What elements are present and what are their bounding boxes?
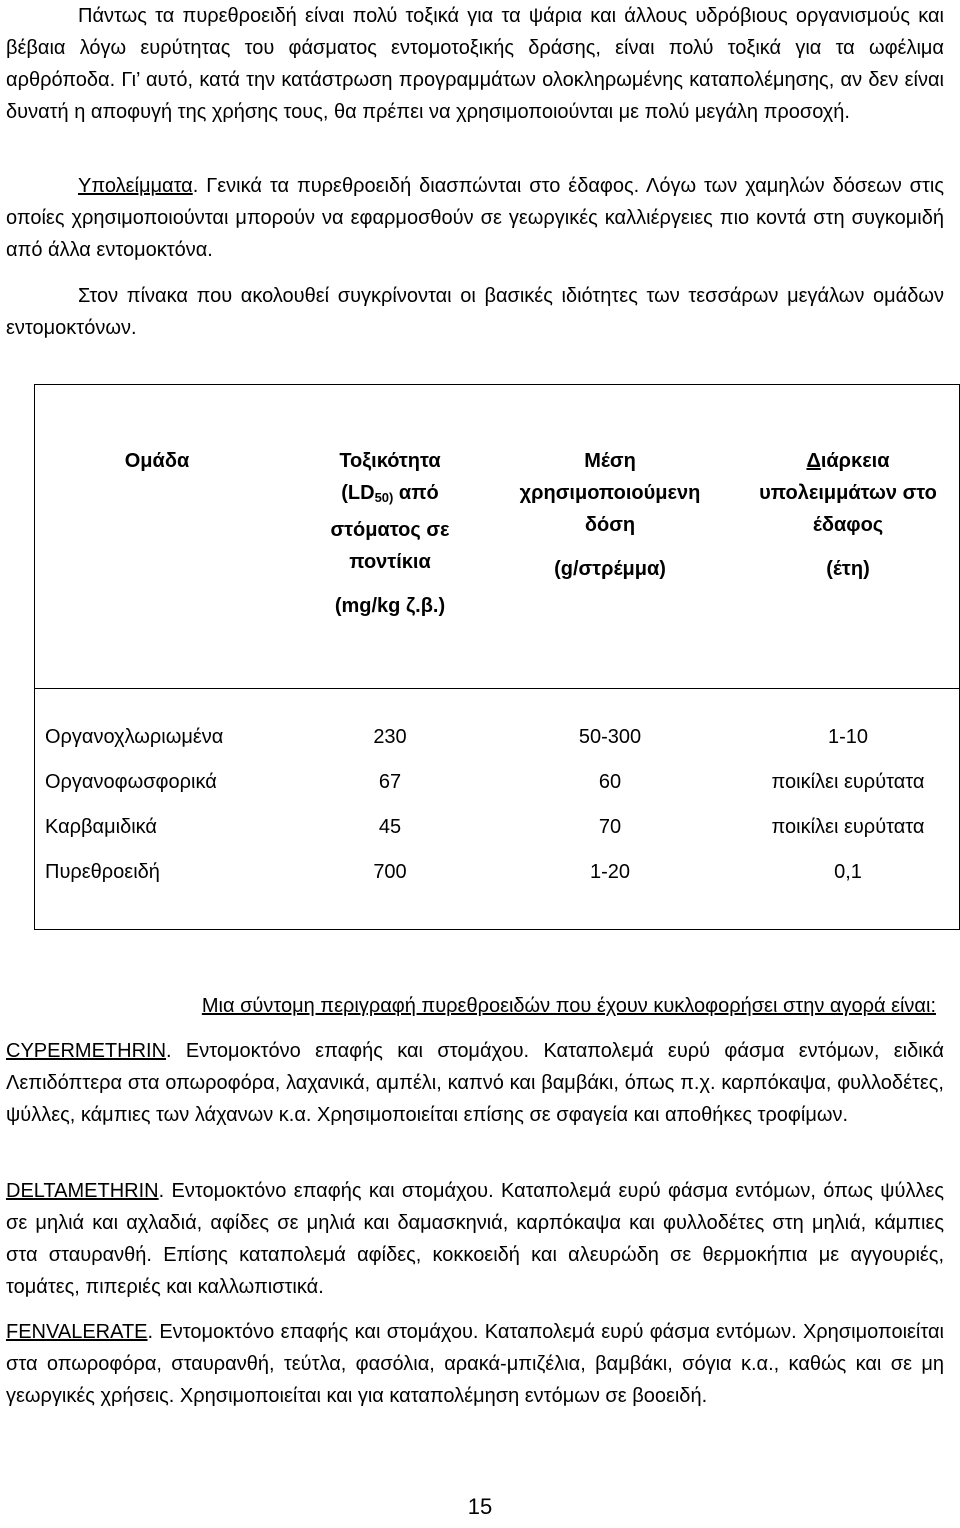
- header-toxicity-line4: ποντίκια: [349, 551, 431, 573]
- header-toxicity-unit: (mg/kg ζ.β.): [334, 595, 446, 617]
- row-toxicity: 230: [373, 726, 407, 748]
- summary-heading: Μια σύντομη περιγραφή πυρεθροειδών που έχουν κυκλοφορήσει στην αγορά είναι:: [201, 995, 936, 1017]
- intro-paragraph-2: [6, 170, 944, 266]
- entry-deltamethrin: [6, 1175, 944, 1303]
- entry-text: . Εντομοκτόνο επαφής και στομάχου. Καταπολεμά ευρύ φάσμα εντόμων, όπως ψύλλες σε μηλιά και αχλαδιά, αφίδες σε μηλιά και δαμασκηνιά, καρπόκαψα και φυλλοδέτες στη μηλιά, κάμπιες στα σταυρανθή. Επίσης καταπολεμά αφίδες, κοκκοειδή και αλευρώδη σε θερμοκήπια με αγγουριές, τομάτες, πιπεριές και καλλωπιστικά.: [6, 1180, 944, 1298]
- header-dose-unit: (g/στρέμμα): [554, 558, 666, 580]
- table-row: [35, 760, 959, 804]
- summary-heading-line: [6, 990, 936, 1022]
- entry-name: FENVALERATE: [6, 1321, 148, 1343]
- table-row: [35, 805, 959, 849]
- header-dose-line3: δόση: [584, 514, 636, 536]
- page-number: 15: [467, 1494, 493, 1519]
- row-toxicity: 700: [373, 861, 407, 883]
- header-dose: [487, 445, 733, 585]
- row-group: Οργανοφωσφορικά: [45, 771, 217, 793]
- header-toxicity-line3: στόματος σε: [330, 519, 450, 541]
- header-toxicity-ld: (LD: [341, 482, 375, 504]
- header-duration-line3: έδαφος: [812, 514, 884, 536]
- row-dose: 1-20: [589, 861, 631, 883]
- header-duration-initial: Δ: [806, 450, 821, 472]
- header-dose-line1: Μέση: [584, 450, 636, 472]
- header-duration-line1: ιάρκεια: [820, 450, 890, 472]
- row-group: Πυρεθροειδή: [45, 861, 160, 883]
- entry-cypermethrin: [6, 1035, 944, 1131]
- row-dose: 60: [598, 771, 622, 793]
- row-duration: 0,1: [834, 861, 862, 883]
- row-duration: ποικίλει ευρύτατα: [771, 771, 925, 793]
- residues-text: . Γενικά τα πυρεθροειδή διασπώνται στο έδαφος. Λόγω των χαμηλών δόσεων στις οποίες χρησιμοποιούνται μπορούν να εφαρμοσθούν σε γεωργικές καλλιέργειες πιο κοντά στη συγκομιδή από άλλα εντομοκτόνα.: [6, 175, 944, 261]
- row-toxicity: 67: [378, 771, 402, 793]
- header-duration-line2: υπολειμμάτων στο: [759, 482, 937, 504]
- table-row: [35, 850, 959, 894]
- header-duration-unit: (έτη): [826, 558, 870, 580]
- entry-name: DELTAMETHRIN: [6, 1180, 159, 1202]
- row-group: Οργανοχλωριωμένα: [45, 726, 224, 748]
- comparison-table: [34, 384, 960, 930]
- entry-name: CYPERMETHRIN: [6, 1040, 167, 1062]
- header-dose-line2: χρησιμοποιούμενη: [519, 482, 701, 504]
- intro-paragraph-3: Στον πίνακα που ακολουθεί συγκρίνονται οι βασικές ιδιότητες των τεσσάρων μεγάλων ομάδων εντομοκτόνων.: [6, 285, 944, 339]
- row-duration: 1-10: [827, 726, 869, 748]
- header-group: Ομάδα: [124, 450, 190, 472]
- header-toxicity-sub: 50): [374, 490, 394, 505]
- table-row: [35, 715, 959, 759]
- header-toxicity-line1: Τοξικότητα: [339, 450, 441, 472]
- entry-text: . Εντομοκτόνο επαφής και στομάχου. Καταπολεμά ευρύ φάσμα εντόμων. Χρησιμοποιείται στα οπωροφόρα, σταυρανθή, τεύτλα, φασόλια, αρακά-μπιζέλια, βαμβάκι, σόγια κ.α., καθώς και σε μη γεωργικές χρήσεις. Χρησιμοποιείται και για καταπολέμηση εντόμων σε βοοειδή.: [6, 1321, 944, 1407]
- residues-heading: Υπολείμματα: [78, 175, 193, 197]
- entry-fenvalerate: [6, 1316, 944, 1412]
- entry-text: . Εντομοκτόνο επαφής και στομάχου. Καταπολεμά ευρύ φάσμα εντόμων, ειδικά Λεπιδόπτερα στα οπωροφόρα, λαχανικά, αμπέλι, καπνό και βαμβάκι, όπως π.χ. καρπόκαψα, φυλλοδέτες, ψύλλες, κάμπιες των λάχανων κ.α. Χρησιμοποιείται επίσης σε σφαγεία και αποθήκες τροφίμων.: [6, 1040, 944, 1126]
- row-dose: 70: [598, 816, 622, 838]
- header-toxicity: [297, 445, 483, 622]
- header-toxicity-apo: από: [393, 482, 439, 504]
- header-duration: [735, 445, 960, 585]
- intro-paragraph-1: Πάντως τα πυρεθροειδή είναι πολύ τοξικά για τα ψάρια και άλλους υδρόβιους οργανισμούς και βέβαια λόγω ευρύτητας του φάσματος εντομοτοξικής δράσης, είναι πολύ τοξικά για τα ωφέλιμα αρθρόποδα. Γι’ αυτό, κατά την κατάστρωση προγραμμάτων ολοκληρωμένης καταπολέμησης, αν δεν είναι δυνατή η αποφυγή της χρήσης τους, θα πρέπει να χρησιμοποιούνται με πολύ μεγάλη προσοχή.: [6, 5, 944, 123]
- row-toxicity: 45: [378, 816, 402, 838]
- row-dose: 50-300: [578, 726, 642, 748]
- row-duration: ποικίλει ευρύτατα: [771, 816, 925, 838]
- row-group: Καρβαμιδικά: [45, 816, 157, 838]
- table-header: [35, 385, 959, 689]
